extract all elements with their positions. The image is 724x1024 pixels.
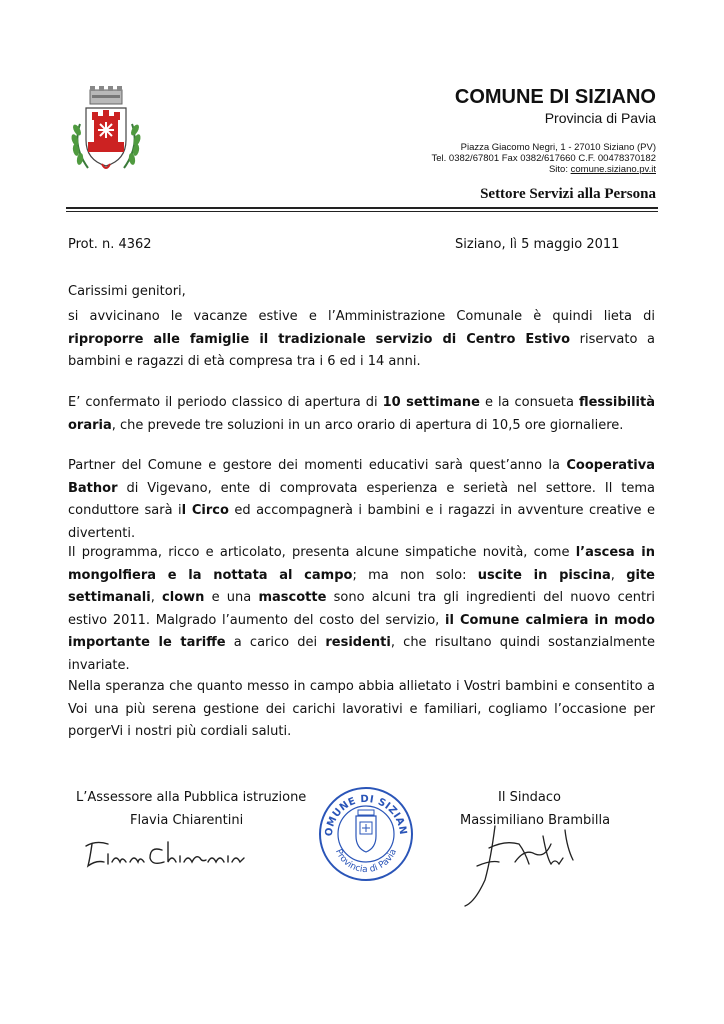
municipality-title: COMUNE DI SIZIANO <box>454 86 656 108</box>
paragraph-period: E’ confermato il periodo classico di apertura di 10 settimane e la consueta flessibilità oraria, che prevede tre soluzioni in un arco orario di apertura di 10,5 ore giornaliere. <box>68 395 655 433</box>
paragraph-partner: Partner del Comune e gestore dei momenti educativi sarà quest’anno la Cooperativa Bathor di Vigevano, ente di comprovata esperienza e serietà nel settore. Il tema conduttore sarà il Circo ed accompagnerà i bambini e i ragazzi in avventure creative e divertenti. <box>68 458 655 541</box>
website-label: Sito: <box>548 164 571 175</box>
assessor-role: L’Assessore alla Pubblica istruzione <box>76 790 307 805</box>
stamp-bottom-text: Provincia di Pavia <box>332 847 400 876</box>
municipal-seal-stamp <box>318 786 414 882</box>
svg-text:COMUNE DI SIZIANO <box>318 786 408 837</box>
paragraph-intro: si avvicinano le vacanze estive e l’Amministrazione Comunale è quindi lieta di riproporre alle famiglie il tradizionale servizio di Centro Estivo riservato a bambini e ragazzi di età compresa tra i 6 ed i 14 anni. <box>68 309 655 369</box>
assessor-name: Flavia Chiarentini <box>130 813 244 828</box>
mayor-role: Il Sindaco <box>498 790 562 805</box>
paragraph-closing: Nella speranza che quanto messo in campo abbia allietato i Vostri bambini e consentito a Voi una più serena gestione dei carichi lavorativi e familiari, cogliamo l’occasione per porgerVi i nostri più cordiali saluti. <box>68 679 655 739</box>
province-name: Provincia di Pavia <box>544 110 656 126</box>
place-date: Siziano, lì 5 maggio 2011 <box>455 237 620 252</box>
mayor-name: Massimiliano Brambilla <box>460 813 611 828</box>
website-line <box>549 164 656 175</box>
protocol-number: Prot. n. 4362 <box>68 237 152 252</box>
header-divider <box>66 207 658 209</box>
header-divider-thin <box>66 211 658 212</box>
municipal-crest-logo <box>66 86 146 178</box>
address-line: Piazza Giacomo Negri, 1 - 27010 Siziano (PV) <box>460 142 656 153</box>
contacts-line: Tel. 0382/67801 Fax 0382/617660 C.F. 00478370182 <box>431 153 656 164</box>
mayor-handwritten-signature <box>455 818 595 910</box>
assessor-handwritten-signature <box>82 832 252 874</box>
website-link[interactable]: comune.siziano.pv.it <box>570 164 656 175</box>
stamp-top-text: OMUNE DI SIZIAN <box>323 793 409 837</box>
paragraph-program: Il programma, ricco e articolato, presenta alcune simpatiche novità, come l’ascesa in mongolfiera e la nottata al campo; ma non solo: uscite in piscina, gite settimanali, clown e una mascotte sono alcuni tra gli ingredienti del nuovo centri estivo 2011. Malgrado l’aumento del costo del servizio, il Comune calmiera in modo importante le tariffe a carico dei residenti, che risultano quindi sostanzialmente invariate. <box>68 545 656 673</box>
greeting: Carissimi genitori, <box>68 284 186 299</box>
department-heading: Settore Servizi alla Persona <box>480 186 656 202</box>
